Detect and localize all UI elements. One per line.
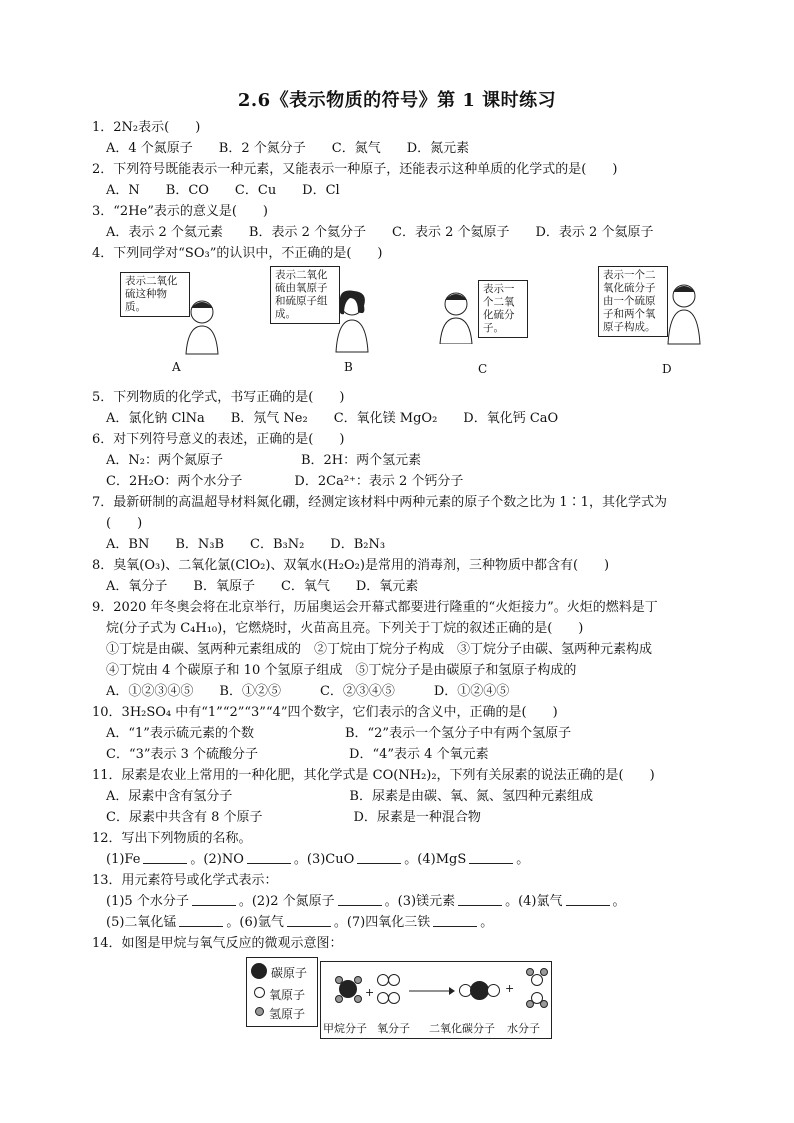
- question-9-cont: 烷(分子式为 C₄H₁₀)，它燃烧时，火苗高且亮。下列关于丁烷的叙述正确的是( ): [106, 621, 584, 636]
- question-9-statements-2: ④丁烷由 4 个碳原子和 10 个氢原子组成 ⑤丁烷分子是由碳原子和氢原子构成的: [106, 663, 577, 678]
- speech-bubble-a: 表示二氧化硫这种物质。: [120, 272, 190, 317]
- legend-carbon: 碳原子: [271, 966, 308, 980]
- hydrogen-atom-icon: [255, 1007, 264, 1016]
- question-10-options-ab: A．“1”表示硫元素的个数 B．“2”表示一个氢分子中有两个氢原子: [106, 726, 572, 741]
- reaction-box: [320, 961, 552, 1039]
- question-3: 3．“2He”表示的意义是( ): [92, 204, 269, 219]
- methane-hydrogen: [354, 995, 362, 1003]
- q13-item-7: 。(7)四氧化三铁: [333, 915, 431, 930]
- q13-item-1: (1)5 个水分子: [106, 894, 189, 909]
- reaction-arrow-icon: [409, 986, 455, 996]
- option-label-c: C: [478, 362, 488, 376]
- question-11-options-cd: C．尿素中共含有 8 个原子 D．尿素是一种混合物: [106, 810, 481, 825]
- answer-blank[interactable]: [433, 914, 477, 927]
- atom-legend: [246, 957, 318, 1027]
- speech-bubble-d: 表示一个二氧化硫分子由一个硫原子和两个氧原子构成。: [598, 266, 668, 337]
- question-13-blanks-1: [106, 893, 626, 911]
- student-a-figure: [176, 296, 226, 356]
- question-1: 1．2N₂表示( ): [92, 120, 201, 135]
- question-9-options: A．①②③④⑤ B．①②⑤ C．②③④⑤ D．①②④⑤: [106, 684, 510, 699]
- question-6-options-ab: A．N₂：两个氮原子 B．2H：两个氢元素: [106, 453, 422, 468]
- answer-blank[interactable]: [143, 851, 187, 864]
- question-5-options: A．氯化钠 ClNa B．氖气 Ne₂ C．氧化镁 MgO₂ D．氧化钙 CaO: [106, 411, 559, 426]
- question-12: 12．写出下列物质的名称。: [92, 831, 252, 846]
- question-2: 2．下列符号既能表示一种元素，又能表示一种原子，还能表示这种单质的化学式的是( ): [92, 162, 618, 177]
- question-10-options-cd: C．“3”表示 3 个硫酸分子 D．“4”表示 4 个氧元素: [106, 747, 489, 762]
- caption-water: 水分子: [507, 1022, 540, 1035]
- q12-end: 。: [516, 852, 530, 867]
- q13-item-2: 。(2)2 个氮原子: [238, 894, 335, 909]
- plus-sign: +: [505, 982, 515, 995]
- q13-item-4: 。(4)氯气: [505, 894, 563, 909]
- water-hydrogen: [540, 1000, 548, 1008]
- water-oxygen: [531, 974, 543, 986]
- question-11: 11．尿素是农业上常用的一种化肥，其化学式是 CO(NH₂)₂，下列有关尿素的说法正确的是( ): [92, 768, 655, 783]
- question-7-bracket: ( ): [106, 516, 143, 531]
- answer-blank[interactable]: [357, 851, 401, 864]
- question-4-figure: [100, 266, 720, 378]
- q13-end-2: 。: [480, 915, 494, 930]
- question-14: 14．如图是甲烷与氧气反应的微观示意图：: [92, 936, 343, 951]
- page-title: 2.6《表示物质的符号》第 1 课时练习: [237, 90, 557, 111]
- q13-item-6: 。(6)氩气: [226, 915, 284, 930]
- methane-hydrogen: [354, 976, 362, 984]
- question-8-options: A．氧分子 B．氧原子 C．氧气 D．氧元素: [106, 579, 419, 594]
- legend-hydrogen: 氢原子: [269, 1007, 306, 1021]
- answer-blank[interactable]: [469, 851, 513, 864]
- question-4: 4．下列同学对“SO₃”的认识中，不正确的是( ): [92, 246, 383, 261]
- question-10: 10．3H₂SO₄ 中有“1”“2”“3”“4”四个数字，它们表示的含义中，正确的是( ): [92, 705, 558, 720]
- answer-blank[interactable]: [179, 914, 223, 927]
- caption-methane: 甲烷分子: [323, 1022, 367, 1035]
- q12-item-3: 。(3)CuO: [293, 852, 355, 867]
- caption-co2: 二氧化碳分子: [429, 1022, 495, 1035]
- student-b-figure: [328, 288, 378, 354]
- oxygen-molecule-atom: [388, 992, 400, 1004]
- speech-bubble-c: 表示一个二氧化硫分子。: [478, 280, 528, 338]
- water-hydrogen: [540, 968, 548, 976]
- answer-blank[interactable]: [338, 893, 382, 906]
- water-hydrogen: [526, 1000, 534, 1008]
- question-6-options-cd: C．2H₂O：两个水分子 D．2Ca²⁺：表示 2 个钙分子: [106, 474, 464, 489]
- q12-item-2: 。(2)NO: [190, 852, 244, 867]
- question-7: 7．最新研制的高温超导材料氮化硼，经测定该材料中两种元素的原子个数之比为 1∶1，其化学式为: [92, 495, 667, 510]
- q12-item-4: 。(4)MgS: [404, 852, 467, 867]
- question-8: 8．臭氧(O₃)、二氧化氯(ClO₂)、双氧水(H₂O₂)是常用的消毒剂，三种物质中都含有( ): [92, 558, 610, 573]
- methane-hydrogen: [335, 976, 343, 984]
- answer-blank[interactable]: [458, 893, 502, 906]
- reaction-diagram: [246, 957, 550, 1037]
- question-3-options: A．表示 2 个氦元素 B．表示 2 个氦分子 C．表示 2 个氦原子 D．表示 2 个氦原子: [106, 225, 654, 240]
- student-c-figure: [434, 288, 480, 344]
- oxygen-atom-icon: [254, 987, 265, 998]
- question-13-blanks-2: [106, 914, 493, 932]
- question-7-options: A．BN B．N₃B C．B₃N₂ D．B₂N₃: [106, 537, 386, 552]
- question-5: 5．下列物质的化学式，书写正确的是( ): [92, 390, 345, 405]
- q13-end-1: 。: [612, 894, 626, 909]
- student-d-figure: [662, 280, 706, 346]
- caption-oxygen: 氧分子: [377, 1022, 410, 1035]
- methane-hydrogen: [335, 995, 343, 1003]
- question-11-options-ab: A．尿素中含有氢分子 B．尿素是由碳、氧、氮、氢四种元素组成: [106, 789, 593, 804]
- question-1-options: A．4 个氮原子 B．2 个氮分子 C．氮气 D．氮元素: [106, 141, 470, 156]
- question-6: 6．对下列符号意义的表述，正确的是( ): [92, 432, 345, 447]
- answer-blank[interactable]: [247, 851, 291, 864]
- option-label-d: D: [662, 362, 672, 376]
- question-9: 9．2020 年冬奥会将在北京举行，历届奥运会开幕式都要进行隆重的“火炬接力”。火炬的燃料是丁: [92, 600, 658, 615]
- question-9-statements-1: ①丁烷是由碳、氢两种元素组成的 ②丁烷由丁烷分子构成 ③丁烷分子由碳、氢两种元素构成: [106, 642, 653, 657]
- answer-blank[interactable]: [566, 893, 610, 906]
- legend-oxygen: 氧原子: [269, 988, 306, 1002]
- q13-item-3: 。(3)镁元素: [384, 894, 456, 909]
- answer-blank[interactable]: [192, 893, 236, 906]
- question-12-blanks: [106, 851, 529, 869]
- co2-oxygen: [487, 984, 500, 997]
- q12-item-1: (1)Fe: [106, 852, 141, 867]
- option-label-b: B: [344, 360, 353, 374]
- question-2-options: A．N B．CO C．Cu D．Cl: [106, 183, 340, 198]
- plus-sign: +: [365, 986, 375, 999]
- question-13: 13．用元素符号或化学式表示：: [92, 873, 278, 888]
- speech-bubble-b: 表示二氧化硫由氧原子和硫原子组成。: [270, 266, 340, 324]
- q13-item-5: (5)二氧化锰: [106, 915, 177, 930]
- answer-blank[interactable]: [287, 914, 331, 927]
- carbon-atom-icon: [251, 963, 267, 979]
- oxygen-molecule-atom: [388, 974, 400, 986]
- option-label-a: A: [172, 360, 181, 374]
